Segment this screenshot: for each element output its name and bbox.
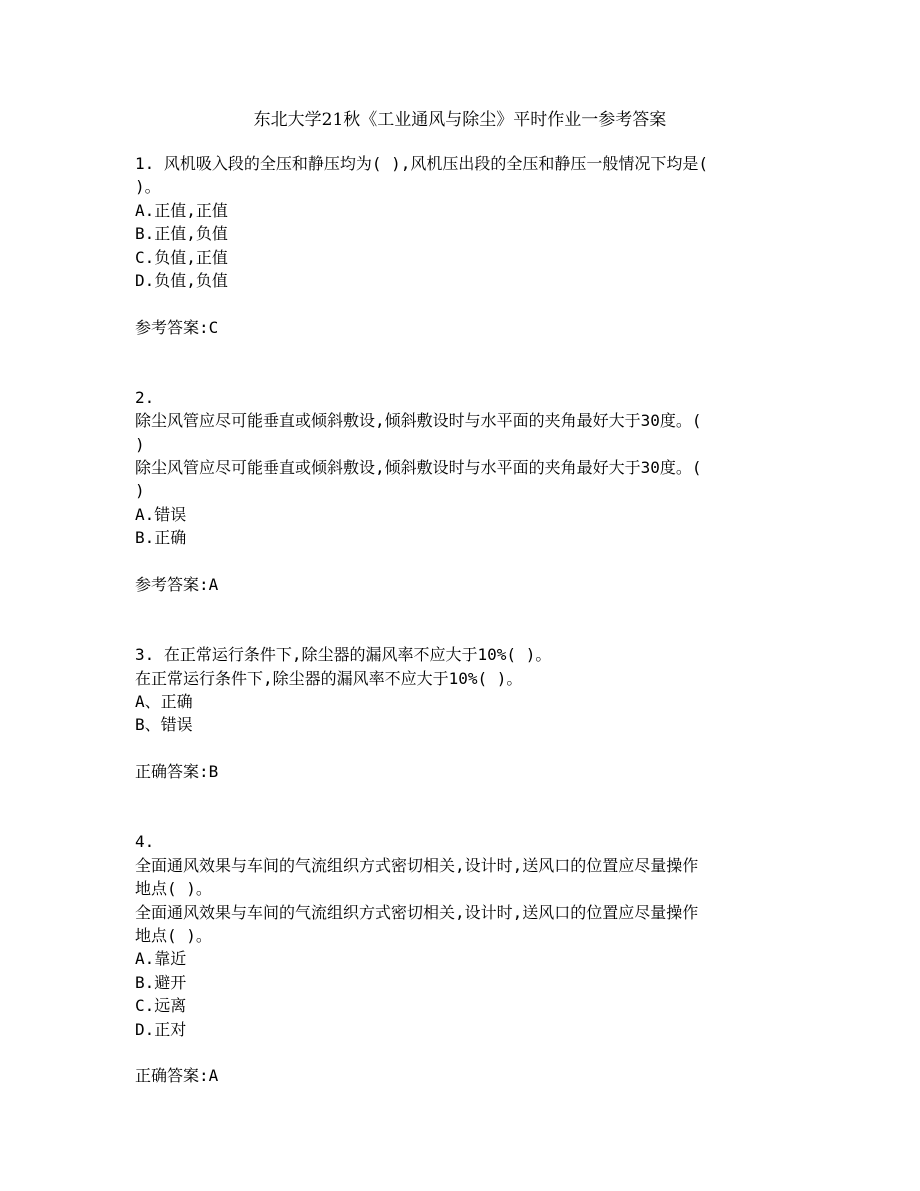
option-b: B.避开 <box>135 972 187 992</box>
answer: 正确答案:A <box>135 1066 219 1086</box>
document-title: 东北大学21秋《工业通风与除尘》平时作业一参考答案 <box>253 110 667 130</box>
question-text-line: )。 <box>135 177 161 197</box>
question-text-line: ) <box>135 434 145 454</box>
answer: 参考答案:A <box>135 575 219 595</box>
option-b: B.正值,负值 <box>135 224 228 244</box>
question-text-line: 2. <box>135 387 155 407</box>
question-4 <box>135 830 795 1087</box>
question-text-line: 除尘风管应尽可能垂直或倾斜敷设,倾斜敷设时与水平面的夹角最好大于30度。( <box>135 411 702 431</box>
answer: 正确答案:B <box>135 762 219 782</box>
option-d: D.正对 <box>135 1019 187 1039</box>
option-b: B.正确 <box>135 528 187 548</box>
question-text-line: 地点( )。 <box>135 879 212 899</box>
option-a: A、正确 <box>135 692 193 712</box>
question-2 <box>135 386 795 597</box>
question-text-line: 除尘风管应尽可能垂直或倾斜敷设,倾斜敷设时与水平面的夹角最好大于30度。( <box>135 458 702 478</box>
question-text-line: 3. 在正常运行条件下,除尘器的漏风率不应大于10%( )。 <box>135 645 552 665</box>
option-a: A.靠近 <box>135 949 187 969</box>
question-list <box>135 152 795 1088</box>
question-3 <box>135 643 795 783</box>
option-b: B、错误 <box>135 715 193 735</box>
answer: 参考答案:C <box>135 317 219 337</box>
question-text-line: 全面通风效果与车间的气流组织方式密切相关,设计时,送风口的位置应尽量操作 <box>135 855 699 875</box>
question-text-line: 4. <box>135 832 155 852</box>
option-c: C.远离 <box>135 996 187 1016</box>
option-d: D.负值,负值 <box>135 270 228 290</box>
question-text-line: 全面通风效果与车间的气流组织方式密切相关,设计时,送风口的位置应尽量操作 <box>135 902 699 922</box>
option-c: C.负值,正值 <box>135 247 228 267</box>
question-1 <box>135 152 795 339</box>
question-text-line: ) <box>135 481 145 501</box>
option-a: A.正值,正值 <box>135 200 228 220</box>
question-text-line: 在正常运行条件下,除尘器的漏风率不应大于10%( )。 <box>135 668 523 688</box>
option-a: A.错误 <box>135 504 187 524</box>
question-text-line: 地点( )。 <box>135 925 212 945</box>
question-text-line: 1. 风机吸入段的全压和静压均为( ),风机压出段的全压和静压一般情况下均是( <box>135 154 709 173</box>
